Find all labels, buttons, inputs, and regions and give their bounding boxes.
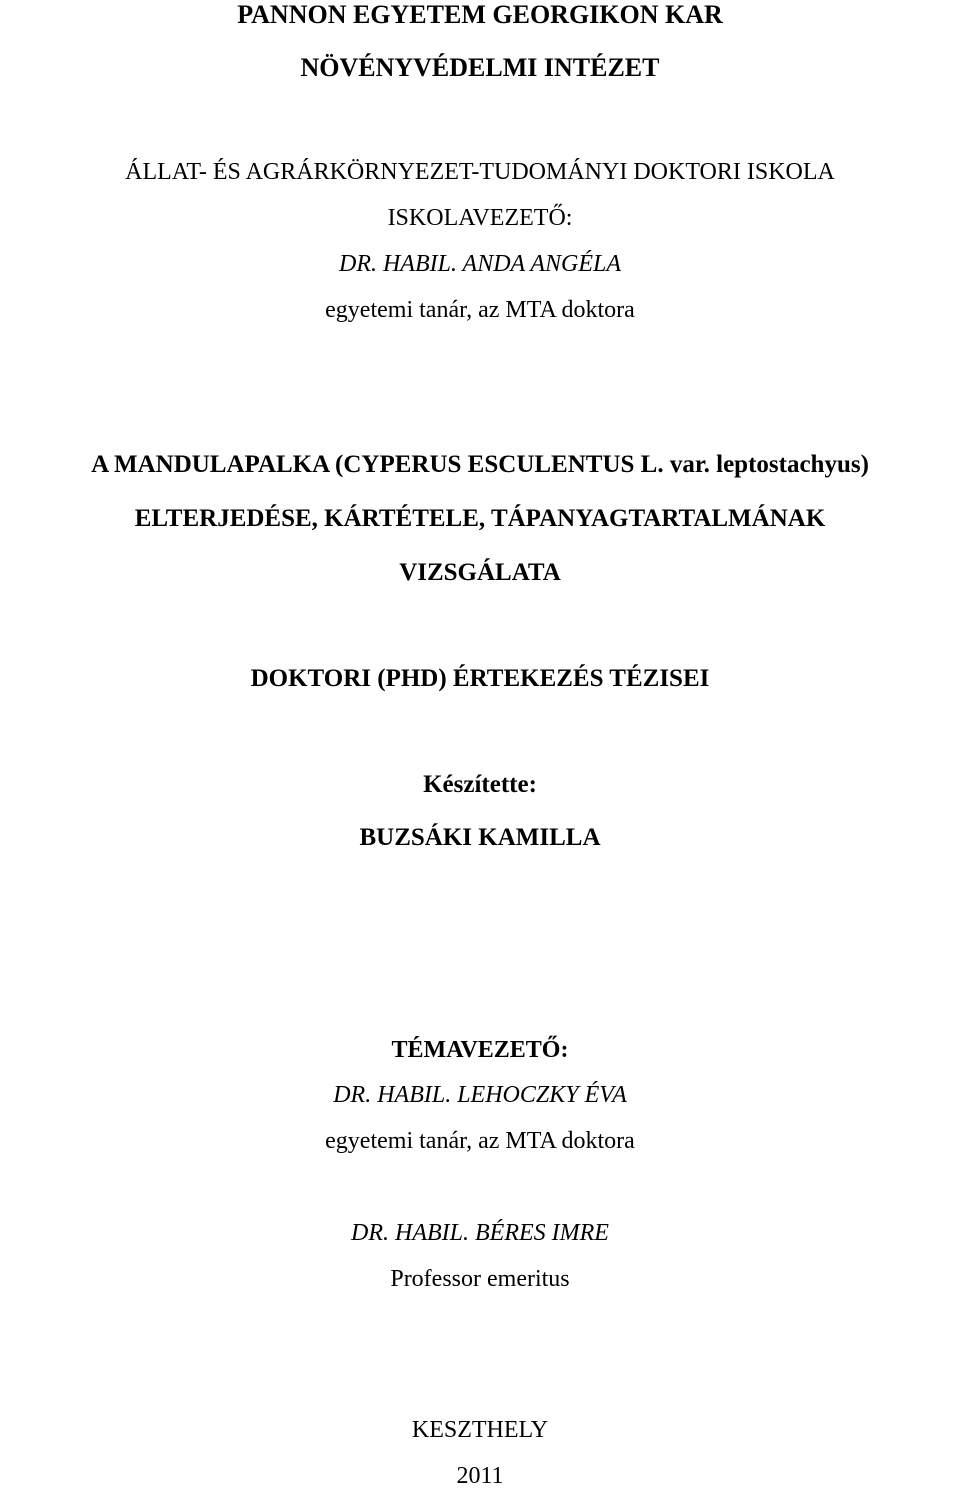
thesis-title-line-2: ELTERJEDÉSE, KÁRTÉTELE, TÁPANYAGTARTALMÁNAK [134,505,826,532]
author-name: BUZSÁKI KAMILLA [359,824,601,851]
thesis-title-line-3: VIZSGÁLATA [399,559,561,586]
supervisor-label: TÉMAVEZETŐ: [391,1037,569,1063]
school-head-label: ISKOLAVEZETŐ: [387,205,573,231]
doctoral-school-name: ÁLLAT- ÉS AGRÁRKÖRNYEZET-TUDOMÁNYI DOKTORI ISKOLA [125,159,835,185]
thesis-type: DOKTORI (PHD) ÉRTEKEZÉS TÉZISEI [250,665,710,692]
year: 2011 [456,1463,504,1489]
thesis-title-line-1: A MANDULAPALKA (CYPERUS ESCULENTUS L. var. leptostachyus) [91,451,869,478]
supervisor-2-title: Professor emeritus [390,1266,570,1292]
school-head-title: egyetemi tanár, az MTA doktora [325,297,635,323]
institute-name: NÖVÉNYVÉDELMI INTÉZET [300,53,660,82]
university-name: PANNON EGYETEM GEORGIKON KAR [237,0,723,29]
supervisor-1-title: egyetemi tanár, az MTA doktora [325,1128,635,1154]
supervisor-1-name: DR. HABIL. LEHOCZKY ÉVA [333,1082,627,1108]
author-label: Készítette: [423,771,537,798]
city: KESZTHELY [411,1417,549,1443]
school-head-name: DR. HABIL. ANDA ANGÉLA [338,251,621,277]
supervisor-2-name: DR. HABIL. BÉRES IMRE [351,1220,609,1246]
